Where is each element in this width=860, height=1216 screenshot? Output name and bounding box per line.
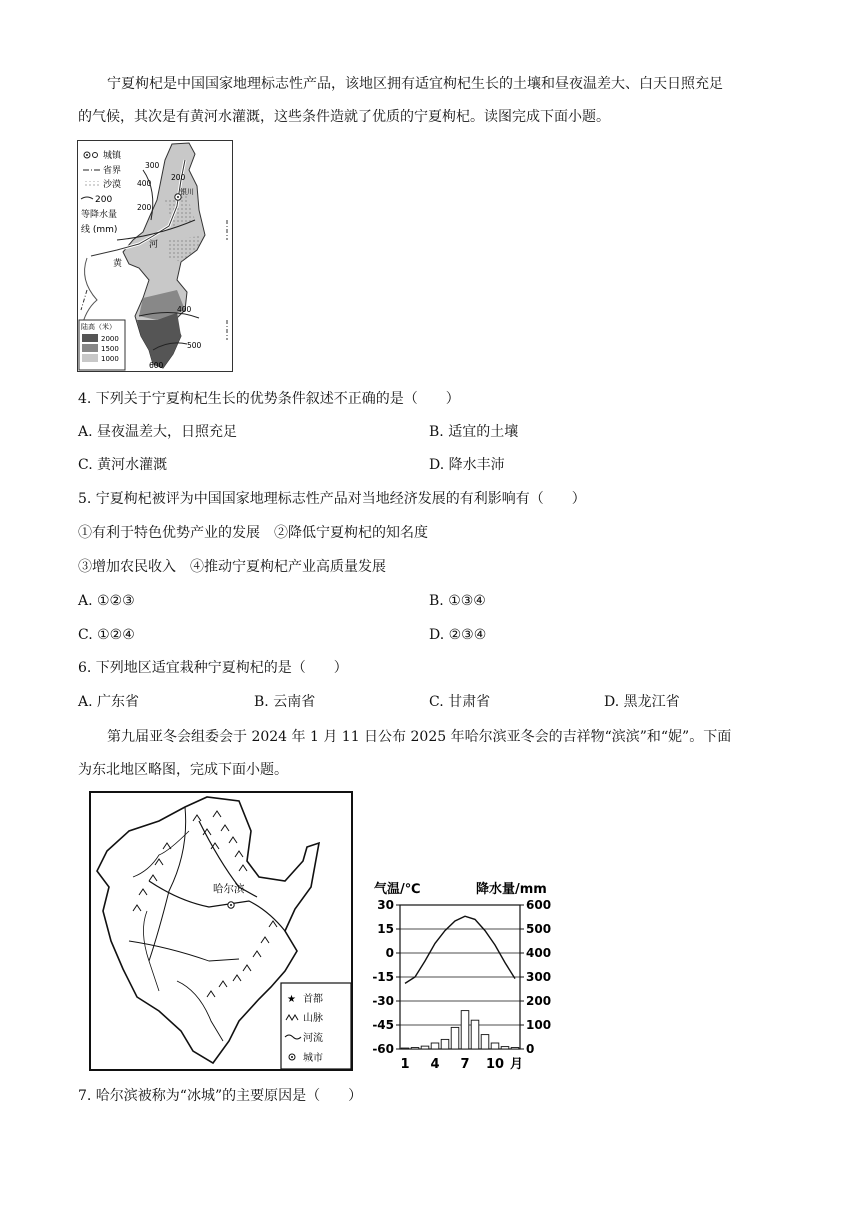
precip-bar-5 bbox=[441, 1039, 449, 1049]
month-tick-label: 7 bbox=[460, 1057, 470, 1072]
q6-option-c[interactable]: C. 甘肃省 bbox=[429, 694, 491, 710]
precip-tick-label: 600 bbox=[526, 898, 552, 912]
month-tick-label: 1 bbox=[400, 1057, 410, 1072]
precip-tick-label: 100 bbox=[526, 1018, 552, 1032]
iso-300: 300 bbox=[145, 161, 160, 170]
precip-tick-label: 500 bbox=[526, 922, 552, 936]
q7-stem: 7. 哈尔滨被称为“冰城”的主要原因是（ ） bbox=[78, 1088, 363, 1104]
precip-tick-label: 200 bbox=[526, 994, 552, 1008]
precip-bar-11 bbox=[501, 1047, 509, 1049]
q4-option-a[interactable]: A. 昼夜温差大，日照充足 bbox=[78, 424, 238, 440]
q5-item1: ①有利于特色优势产业的发展 ②降低宁夏枸杞的知名度 bbox=[78, 525, 428, 541]
legend-capital: 首都 bbox=[303, 994, 323, 1005]
elevation-legend bbox=[79, 320, 125, 370]
q4-stem: 4. 下列关于宁夏枸杞生长的优势条件叙述不正确的是（ ） bbox=[78, 391, 460, 407]
q6-option-b[interactable]: B. 云南省 bbox=[254, 694, 316, 710]
map2-legend bbox=[281, 983, 351, 1069]
legend-city: 城市 bbox=[303, 1053, 323, 1064]
legend-river: 河流 bbox=[303, 1033, 323, 1044]
iso-500: 500 bbox=[187, 341, 202, 350]
month-tick-label: 10 bbox=[485, 1057, 505, 1072]
passage2-line1: 第九届亚冬会组委会于 2024 年 1 月 11 日公布 2025 年哈尔滨亚冬会的吉祥物“滨滨”和“妮”。下面 bbox=[107, 729, 732, 745]
precip-bar-6 bbox=[451, 1027, 459, 1049]
month-unit: 月 bbox=[510, 1057, 524, 1072]
q5-stem: 5. 宁夏枸杞被评为中国国家地理标志性产品对当地经济发展的有利影响有（ ） bbox=[78, 491, 586, 507]
legend-star-icon: ★ bbox=[287, 994, 296, 1005]
legend-isoline-label1: 等降水量 bbox=[81, 210, 118, 220]
q5-option-d[interactable]: D. ②③④ bbox=[429, 627, 487, 643]
precip-bar-4 bbox=[431, 1043, 439, 1049]
elev-1500: 1500 bbox=[101, 345, 119, 353]
label-he: 河 bbox=[149, 240, 159, 250]
climate-precip-title: 降水量/mm bbox=[476, 882, 547, 897]
q5-option-a[interactable]: A. ①②③ bbox=[78, 593, 135, 609]
temp-tick-label: -45 bbox=[372, 1018, 394, 1032]
legend-boundary: 省界 bbox=[103, 166, 122, 176]
temp-tick-label: -15 bbox=[372, 970, 394, 984]
precip-tick-label: 400 bbox=[526, 946, 552, 960]
q6-option-a[interactable]: A. 广东省 bbox=[78, 694, 140, 710]
northeast-map bbox=[89, 791, 353, 1073]
legend-isoline-label2: 线 (mm) bbox=[81, 225, 118, 235]
precip-bar-9 bbox=[481, 1035, 489, 1049]
label-huang: 黄 bbox=[113, 259, 123, 269]
temp-tick-label: 15 bbox=[377, 922, 394, 936]
precip-bar-8 bbox=[471, 1020, 479, 1049]
precip-bar-2 bbox=[411, 1048, 419, 1049]
precip-bar-12 bbox=[511, 1048, 519, 1049]
elev-2000: 2000 bbox=[101, 335, 119, 343]
iso-400b: 400 bbox=[177, 305, 192, 314]
month-tick-label: 4 bbox=[430, 1057, 440, 1072]
iso-200a: 200 bbox=[171, 173, 186, 182]
elev-1000: 1000 bbox=[101, 355, 119, 363]
q5-option-b[interactable]: B. ①③④ bbox=[429, 593, 486, 609]
temp-tick-label: -30 bbox=[372, 994, 394, 1008]
precip-bar-3 bbox=[421, 1046, 429, 1049]
legend-desert: 沙漠 bbox=[103, 180, 122, 190]
iso-200b: 200 bbox=[137, 203, 152, 212]
precip-bar-7 bbox=[461, 1011, 469, 1049]
passage2-line2: 为东北地区略图，完成下面小题。 bbox=[78, 762, 288, 778]
passage1-line2: 的气候，其次是有黄河水灌溉，这些条件造就了优质的宁夏枸杞。读图完成下面小题。 bbox=[78, 109, 610, 125]
q5-item2: ③增加农民收入 ④推动宁夏枸杞产业高质量发展 bbox=[78, 559, 386, 575]
legend-isoline-value: 200 bbox=[95, 195, 113, 205]
precip-tick-label: 0 bbox=[526, 1042, 535, 1056]
temp-tick-label: 30 bbox=[377, 898, 394, 912]
climate-temp-title: 气温/℃ bbox=[374, 882, 421, 897]
temp-tick-label: -60 bbox=[372, 1042, 394, 1056]
legend-mountain: 山脉 bbox=[303, 1013, 323, 1024]
temp-tick-label: 0 bbox=[385, 946, 394, 960]
temperature-line bbox=[405, 916, 515, 983]
q4-option-c[interactable]: C. 黄河水灌溉 bbox=[78, 457, 168, 473]
iso-400a: 400 bbox=[137, 179, 152, 188]
elev-title: 陆高（米） bbox=[81, 323, 116, 331]
harbin-climate-chart bbox=[360, 875, 560, 1075]
q4-option-d[interactable]: D. 降水丰沛 bbox=[429, 457, 505, 473]
ningxia-map bbox=[77, 140, 233, 372]
yinchuan-label: 银川 bbox=[180, 188, 194, 196]
passage1-line1: 宁夏枸杞是中国国家地理标志性产品，该地区拥有适宜枸杞生长的土壤和昼夜温差大、白天日照充足 bbox=[107, 76, 723, 92]
q6-option-d[interactable]: D. 黑龙江省 bbox=[604, 694, 680, 710]
precip-tick-label: 300 bbox=[526, 970, 552, 984]
q4-option-b[interactable]: B. 适宜的土壤 bbox=[429, 424, 519, 440]
iso-600: 600 bbox=[149, 361, 164, 370]
q6-stem: 6. 下列地区适宜栽种宁夏枸杞的是（ ） bbox=[78, 660, 348, 676]
precip-bar-10 bbox=[491, 1043, 499, 1049]
precip-bar-1 bbox=[401, 1048, 409, 1049]
legend-town: 城镇 bbox=[103, 151, 122, 161]
harbin-label: 哈尔滨 bbox=[213, 883, 245, 895]
q5-option-c[interactable]: C. ①②④ bbox=[78, 627, 135, 643]
